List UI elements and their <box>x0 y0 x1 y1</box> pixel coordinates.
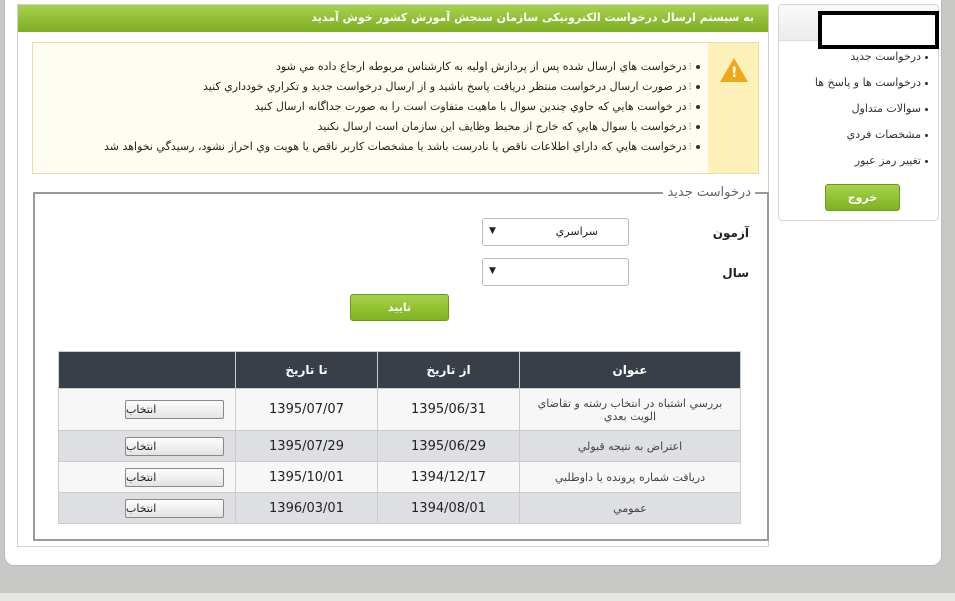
row-from-date: 1394/08/01 <box>378 493 520 524</box>
row-from-date: 1394/12/17 <box>378 462 520 493</box>
choose-button[interactable]: انتخاب <box>125 499 224 518</box>
redacted-box <box>818 11 939 49</box>
row-title: عمومي <box>520 493 741 524</box>
year-select[interactable] <box>482 258 629 286</box>
choose-button[interactable]: انتخاب <box>125 437 224 456</box>
new-request-fieldset <box>33 185 769 541</box>
choose-button[interactable]: انتخاب <box>125 468 224 487</box>
header-title: عنوان <box>520 352 741 389</box>
notice-box <box>32 42 759 174</box>
row-to-date: 1395/07/07 <box>236 389 378 431</box>
header-to-date: تا تاریخ <box>236 352 378 389</box>
row-to-date: 1395/07/29 <box>236 431 378 462</box>
notice-icon-area <box>708 43 758 173</box>
row-action-cell <box>59 431 236 462</box>
exam-select-value: سراسري <box>555 225 598 238</box>
year-label: سال <box>722 266 749 280</box>
row-from-date: 1395/06/31 <box>378 389 520 431</box>
request-types-table <box>58 351 741 524</box>
table-row <box>59 431 741 462</box>
row-title: اعتراض به نتيجه قبولي <box>520 431 741 462</box>
sidebar-item-requests-responses[interactable]: درخواست ها و پاسخ ها <box>788 76 928 102</box>
choose-button[interactable]: انتخاب <box>125 400 224 419</box>
sidebar-item-profile[interactable]: مشخصات فردي <box>788 128 928 154</box>
row-to-date: 1395/10/01 <box>236 462 378 493</box>
table-row <box>59 493 741 524</box>
exam-select[interactable] <box>482 218 629 246</box>
sidebar-item-change-password[interactable]: تغيير رمز عبور <box>788 154 928 180</box>
header-from-date: از تاریخ <box>378 352 520 389</box>
dropdown-arrow-icon: ▼ <box>489 226 496 236</box>
table-row <box>59 462 741 493</box>
sidebar-item-faq[interactable]: سوالات متداول <box>788 102 928 128</box>
notice-item: ⁝درخواست يا سوال هايي كه خارج از محيط وظايف اين سازمان است ارسال نكنيد <box>40 117 700 137</box>
notice-item: ⁝در خواست هايي كه حاوي چندين سوال با ماهيت متفاوت است را به صورت جداگانه ارسال كنيد <box>40 97 700 117</box>
notice-list <box>40 57 700 157</box>
notice-item: ⁝در صورت ارسال درخواست منتظر دريافت پاسخ باشيد و از ارسال درخواست جديد و تكراري خودداري كنيد <box>40 77 700 97</box>
row-from-date: 1395/06/29 <box>378 431 520 462</box>
notice-item: ⁝درخواست هاي ارسال شده پس از پردازش اوليه به كارشناس مربوطه ارجاع داده مي شود <box>40 57 700 77</box>
sidebar-item-new-request[interactable]: درخواست جدید <box>788 50 928 76</box>
dropdown-arrow-icon: ▼ <box>489 266 496 276</box>
notice-item: ⁝درخواست هايي كه داراي اطلاعات ناقص يا نادرست باشد يا مشخصات كاربر ناقص يا هويت وي احراز نشود، رسيدگي نخواهد شد <box>40 137 700 157</box>
welcome-banner: به سیستم ارسال درخواست الکترونیکی سازمان سنجش آموزش کشور خوش آمدید <box>18 5 768 32</box>
warning-icon: ! <box>720 58 748 82</box>
exam-label: آزمون <box>712 226 749 240</box>
bottom-strip <box>0 593 955 601</box>
new-request-legend: درخواست جدید <box>663 185 755 200</box>
confirm-button[interactable]: تایید <box>350 294 449 321</box>
header-action <box>59 352 236 389</box>
table-header-row <box>59 352 741 389</box>
sidebar-menu <box>788 50 928 180</box>
sidebar <box>778 4 939 221</box>
row-action-cell <box>59 493 236 524</box>
row-title: دريافت شماره پرونده يا داوطلبي <box>520 462 741 493</box>
main-panel <box>17 4 769 547</box>
logout-button[interactable]: خروج <box>825 184 900 211</box>
row-title: بررسي اشتباه در انتخاب رشته و تقاضاي الويت بعدي <box>520 389 741 431</box>
row-to-date: 1396/03/01 <box>236 493 378 524</box>
table-row <box>59 389 741 431</box>
page-container <box>4 0 942 566</box>
row-action-cell <box>59 462 236 493</box>
row-action-cell <box>59 389 236 431</box>
